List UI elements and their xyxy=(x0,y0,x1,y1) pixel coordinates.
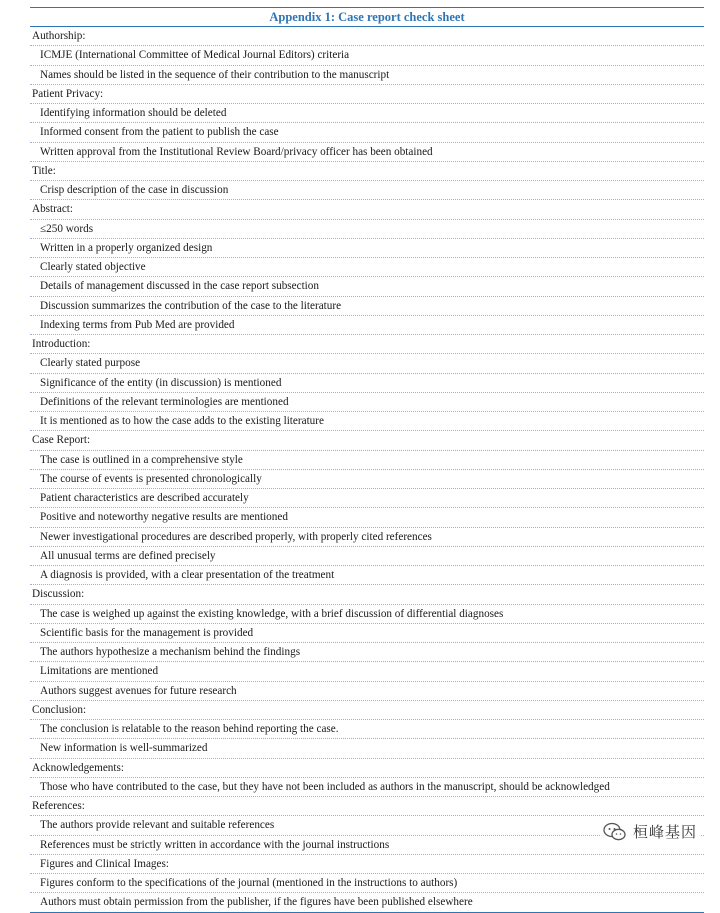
checklist-item: A diagnosis is provided, with a clear presentation of the treatment xyxy=(30,566,704,585)
checklist-item: The authors provide relevant and suitable references xyxy=(30,816,704,835)
check-sheet-table xyxy=(30,7,704,913)
checklist-item: The authors hypothesize a mechanism behind the findings xyxy=(30,643,704,662)
checklist-item: Positive and noteworthy negative results are mentioned xyxy=(30,508,704,527)
checklist-item: The case is weighed up against the existing knowledge, with a brief discussion of differential diagnoses xyxy=(30,605,704,624)
checklist-item: It is mentioned as to how the case adds to the existing literature xyxy=(30,412,704,431)
checklist-item: Authors suggest avenues for future research xyxy=(30,682,704,701)
section-heading: Acknowledgements: xyxy=(30,759,704,778)
checklist-item: Indexing terms from Pub Med are provided xyxy=(30,316,704,335)
checklist-item: Authors must obtain permission from the publisher, if the figures have been published elsewhere xyxy=(30,893,704,912)
checklist-item: The case is outlined in a comprehensive style xyxy=(30,451,704,470)
checklist-item: Names should be listed in the sequence of their contribution to the manuscript xyxy=(30,66,704,85)
checklist-item: Definitions of the relevant terminologies are mentioned xyxy=(30,393,704,412)
checklist-item: Discussion summarizes the contribution of the case to the literature xyxy=(30,297,704,316)
section-heading: Conclusion: xyxy=(30,701,704,720)
checklist-item: Informed consent from the patient to publish the case xyxy=(30,123,704,142)
checklist-item: Clearly stated objective xyxy=(30,258,704,277)
section-heading: Introduction: xyxy=(30,335,704,354)
checklist-item: Newer investigational procedures are described properly, with properly cited references xyxy=(30,528,704,547)
checklist-item: New information is well-summarized xyxy=(30,739,704,758)
checklist-item: Identifying information should be deleted xyxy=(30,104,704,123)
checklist-item: Figures and Clinical Images: xyxy=(30,855,704,874)
section-heading: Discussion: xyxy=(30,585,704,604)
checklist-item: Written approval from the Institutional Review Board/privacy officer has been obtained xyxy=(30,143,704,162)
section-heading: Authorship: xyxy=(30,27,704,46)
checklist-item: ≤250 words xyxy=(30,220,704,239)
checklist-item: Patient characteristics are described accurately xyxy=(30,489,704,508)
checklist-item: Significance of the entity (in discussion) is mentioned xyxy=(30,374,704,393)
checklist-item: Details of management discussed in the case report subsection xyxy=(30,277,704,296)
checklist-item: Those who have contributed to the case, but they have not been included as authors in the manuscript, should be acknowledged xyxy=(30,778,704,797)
section-heading: Title: xyxy=(30,162,704,181)
table-title: Appendix 1: Case report check sheet xyxy=(30,7,704,27)
section-heading: Case Report: xyxy=(30,431,704,450)
checklist-item: Written in a properly organized design xyxy=(30,239,704,258)
watermark xyxy=(600,820,700,843)
checklist-item: All unusual terms are defined precisely xyxy=(30,547,704,566)
checklist-item: Limitations are mentioned xyxy=(30,662,704,681)
section-heading: References: xyxy=(30,797,704,816)
wechat-icon xyxy=(603,822,627,842)
checklist-item: The course of events is presented chronologically xyxy=(30,470,704,489)
section-heading: Abstract: xyxy=(30,200,704,219)
checklist-item: Clearly stated purpose xyxy=(30,354,704,373)
check-sheet-rows xyxy=(30,27,704,913)
section-heading: Patient Privacy: xyxy=(30,85,704,104)
checklist-item: References must be strictly written in accordance with the journal instructions xyxy=(30,836,704,855)
checklist-item: The conclusion is relatable to the reason behind reporting the case. xyxy=(30,720,704,739)
watermark-text: 桓峰基因 xyxy=(632,823,697,841)
checklist-item: Figures conform to the specifications of the journal (mentioned in the instructions to authors) xyxy=(30,874,704,893)
checklist-item: Scientific basis for the management is provided xyxy=(30,624,704,643)
checklist-item: Crisp description of the case in discussion xyxy=(30,181,704,200)
checklist-item: ICMJE (International Committee of Medical Journal Editors) criteria xyxy=(30,46,704,65)
